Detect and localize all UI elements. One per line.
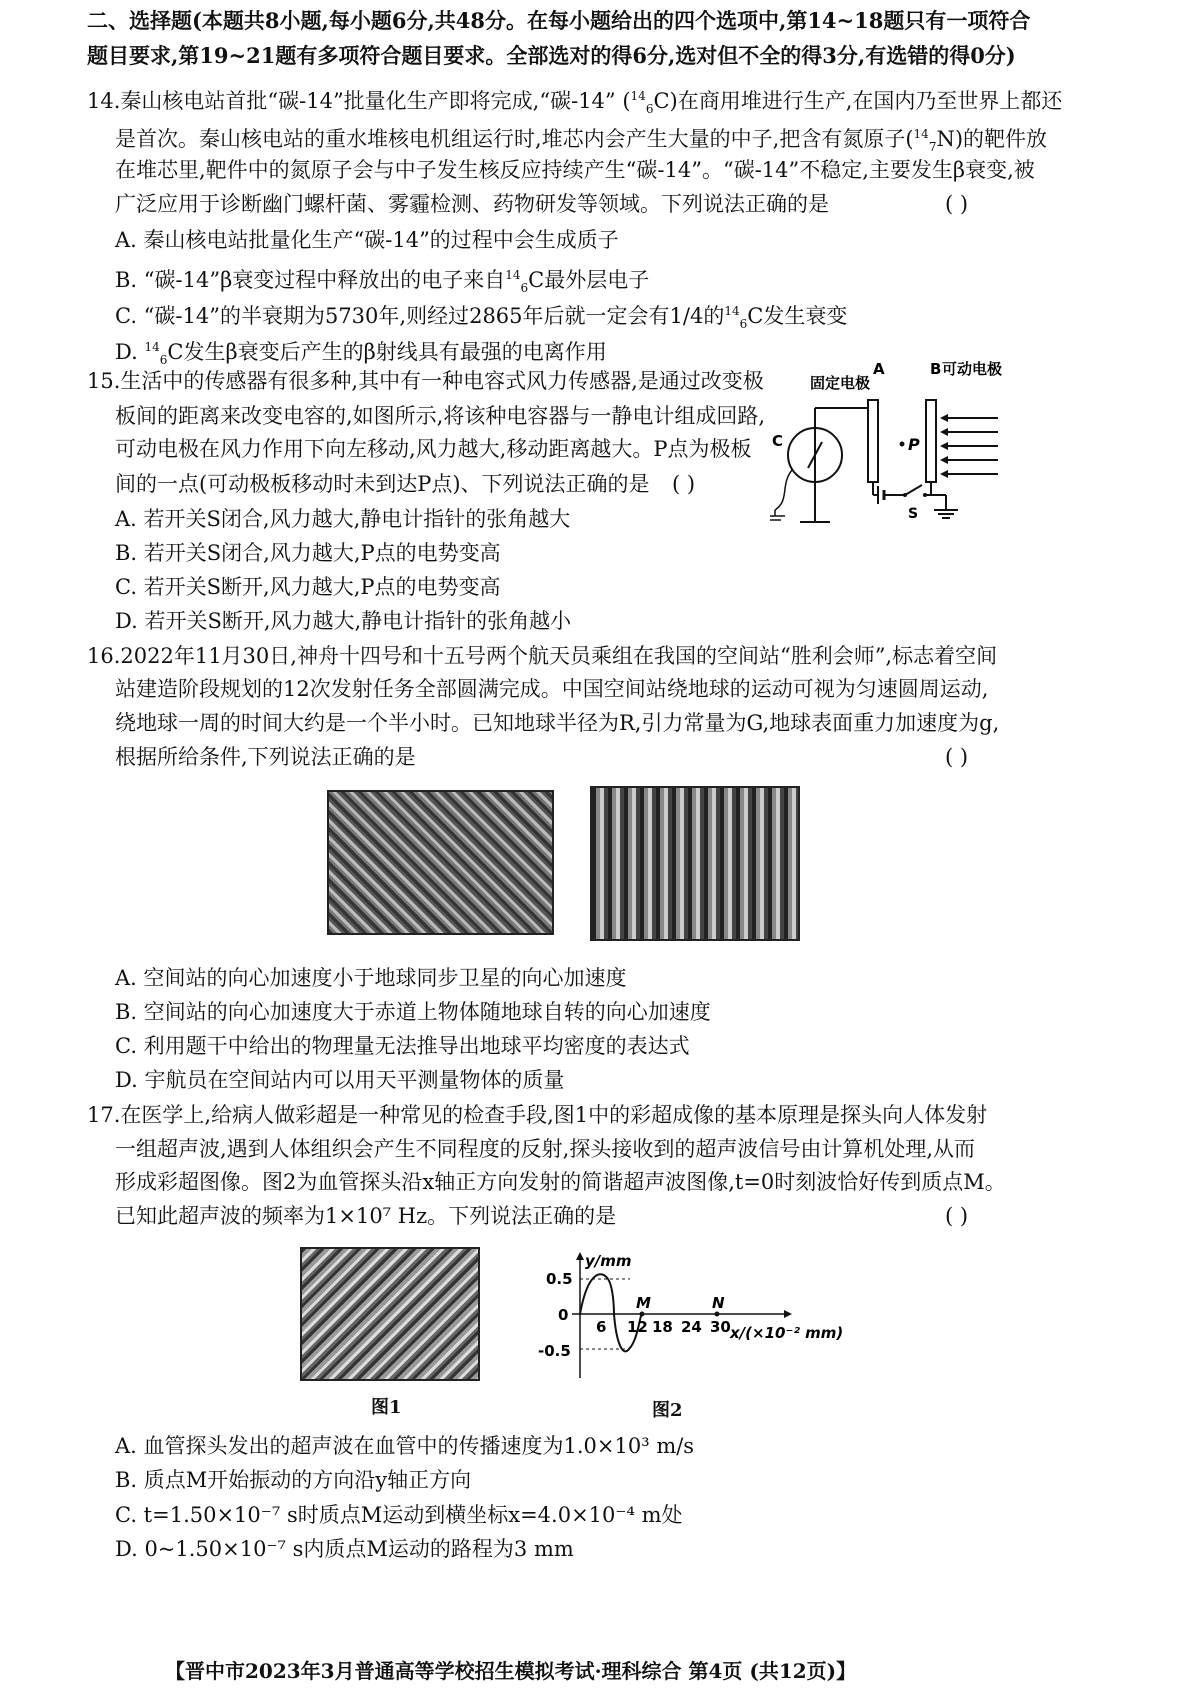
q17-line1: 17.在医学上,给病人做彩超是一种常见的检查手段,图1中的彩超成像的基本原理是探头向人体发射: [87, 1103, 988, 1127]
capacitor-circuit-figure: [770, 360, 1100, 570]
q15-line3: 可动电极在风力作用下向左移动,风力越大,移动距离越大。P点为极板: [115, 437, 752, 461]
wave-curve: [580, 1274, 642, 1351]
q15-line2: 板间的距离来改变电容的,如图所示,将该种电容器与一静电计组成回路,: [115, 404, 766, 428]
q14-line2: 是首次。秦山核电站的重水堆核电机组运行时,堆芯内会产生大量的中子,把含有氮原子($^{14}_7$N)的靶件放: [115, 127, 1048, 155]
q15-line4: 间的一点(可动极板移动时未到达P点)、下列说法正确的是: [115, 472, 650, 496]
q15-option-d: D. 若开关S断开,风力越大,静电计指针的张角越小: [115, 609, 572, 633]
q17-option-d: D. 0~1.50×10⁻⁷ s内质点M运动的路程为3 mm: [115, 1537, 574, 1561]
x-tick-12: 12: [627, 1318, 648, 1336]
point-p: [900, 442, 905, 447]
q17-line3: 形成彩超图像。图2为血管探头沿x轴正方向发射的简谐超声波图像,t=0时刻波恰好传到质点M。: [115, 1170, 1006, 1194]
q14-line4: 广泛应用于诊断幽门螺杆菌、雾霾检测、药物研发等领域。下列说法正确的是: [115, 192, 829, 216]
q14-option-d: D. $^{14}_6$C发生β衰变后产生的β射线具有最强的电离作用: [115, 340, 607, 368]
y-tick-top: 0.5: [546, 1270, 573, 1288]
q16-option-c: C. 利用题干中给出的物理量无法推导出地球平均密度的表达式: [115, 1034, 690, 1058]
q16-option-b: B. 空间站的向心加速度大于赤道上物体随地球自转的向心加速度: [115, 1000, 711, 1024]
q14-answer-paren: ( ): [945, 192, 969, 216]
section-heading-line2: 题目要求,第19~21题有多项符合题目要求。全部选对的得6分,选对但不全的得3分,有选错的得0分): [87, 43, 1016, 68]
fixed-plate-a: [868, 400, 878, 482]
plate-a-label: A: [873, 360, 885, 378]
point-m-label: M: [636, 1294, 651, 1312]
wave-graph: [530, 1250, 860, 1390]
q14-option-b: B. “碳-14”β衰变过程中释放出的电子来自$^{14}_6$C最外层电子: [115, 268, 650, 296]
point-n-label: N: [712, 1294, 725, 1312]
origin-label: 0: [558, 1306, 569, 1324]
q16-line2: 站建造阶段规划的12次发射任务全部圆满完成。中国空间站绕地球的运动可视为匀速圆周运动,: [115, 677, 989, 701]
q15-answer-paren: ( ): [672, 472, 696, 496]
y-tick-bottom: -0.5: [538, 1342, 571, 1360]
q17-option-a: A. 血管探头发出的超声波在血管中的传播速度为1.0×10³ m/s: [115, 1434, 695, 1458]
section-heading: 二、选择题(本题共8小题,每小题6分,共48分。在每小题给出的四个选项中,第14~18题只有一项符合: [87, 8, 1031, 33]
q14-option-c: C. “碳-14”的半衰期为5730年,则经过2865年后就一定会有1/4的$^{14}_6$C发生衰变: [115, 304, 848, 332]
point-p-label: P: [908, 435, 920, 454]
q14-option-a: A. 秦山核电站批量化生产“碳-14”的过程中会生成质子: [115, 228, 619, 252]
space-station-photo: [327, 790, 554, 935]
q15-option-c: C. 若开关S断开,风力越大,P点的电势变高: [115, 575, 501, 599]
astronauts-photo: [590, 786, 800, 941]
x-tick-6: 6: [596, 1318, 607, 1336]
plate-b-label: B: [930, 360, 942, 378]
movable-electrode-label: 可动电极: [942, 360, 1003, 378]
q17-answer-paren: ( ): [945, 1204, 969, 1228]
q16-line1: 16.2022年11月30日,神舟十四号和十五号两个航天员乘组在我国的空间站“胜利会师”,标志着空间: [87, 644, 998, 668]
point-n: [715, 1312, 720, 1317]
q16-answer-paren: ( ): [945, 745, 969, 769]
x-tick-30: 30: [710, 1318, 731, 1336]
q15-line1: 15.生活中的传感器有很多种,其中有一种电容式风力传感器,是通过改变极: [87, 369, 764, 393]
q17-option-b: B. 质点M开始振动的方向沿y轴正方向: [115, 1468, 472, 1492]
figure-1-caption: 图1: [371, 1397, 402, 1418]
x-tick-24: 24: [681, 1318, 702, 1336]
q14-line3: 在堆芯里,靶件中的氮原子会与中子发生核反应持续产生“碳-14”。“碳-14”不稳定,主要发生β衰变,被: [115, 158, 1035, 182]
q17-line4: 已知此超声波的频率为1×10⁷ Hz。下列说法正确的是: [115, 1204, 617, 1228]
q16-option-a: A. 空间站的向心加速度小于地球同步卫星的向心加速度: [115, 966, 627, 990]
q14-line1: 14.秦山核电站首批“碳-14”批量化生产即将完成,“碳-14” ($^{14}_6$C)在商用堆进行生产,在国内乃至世界上都还: [87, 89, 1063, 117]
movable-plate-b: [926, 400, 936, 482]
point-m: [640, 1312, 645, 1317]
q17-line2: 一组超声波,遇到人体组织会产生不同程度的反射,探头接收到的超声波信号由计算机处理,从而: [115, 1137, 976, 1161]
q15-option-a: A. 若开关S闭合,风力越大,静电计指针的张角越大: [115, 507, 571, 531]
q16-line4: 根据所给条件,下列说法正确的是: [115, 745, 416, 769]
x-axis-label: x/(×10⁻² mm): [730, 1324, 844, 1342]
electrometer-c-label: C: [772, 432, 784, 450]
q16-line3: 绕地球一周的时间大约是一个半小时。已知地球半径为R,引力常量为G,地球表面重力加速度为g,: [115, 711, 1000, 735]
y-axis-label: y/mm: [585, 1252, 632, 1270]
wind-arrows: [942, 418, 998, 474]
q15-option-b: B. 若开关S闭合,风力越大,P点的电势变高: [115, 541, 501, 565]
fixed-electrode-label: 固定电极: [810, 374, 871, 392]
q17-option-c: C. t=1.50×10⁻⁷ s时质点M运动到横坐标x=4.0×10⁻⁴ m处: [115, 1503, 683, 1527]
page-footer: 【晋中市2023年3月普通高等学校招生模拟考试·理科综合 第4页 (共12页)】: [165, 1659, 857, 1683]
switch-s-label: S: [908, 506, 919, 522]
figure-2-caption: 图2: [652, 1400, 683, 1421]
x-tick-18: 18: [652, 1318, 673, 1336]
q16-option-d: D. 宇航员在空间站内可以用天平测量物体的质量: [115, 1068, 565, 1092]
switch-s: [905, 485, 922, 495]
ultrasound-photo: [300, 1247, 480, 1381]
